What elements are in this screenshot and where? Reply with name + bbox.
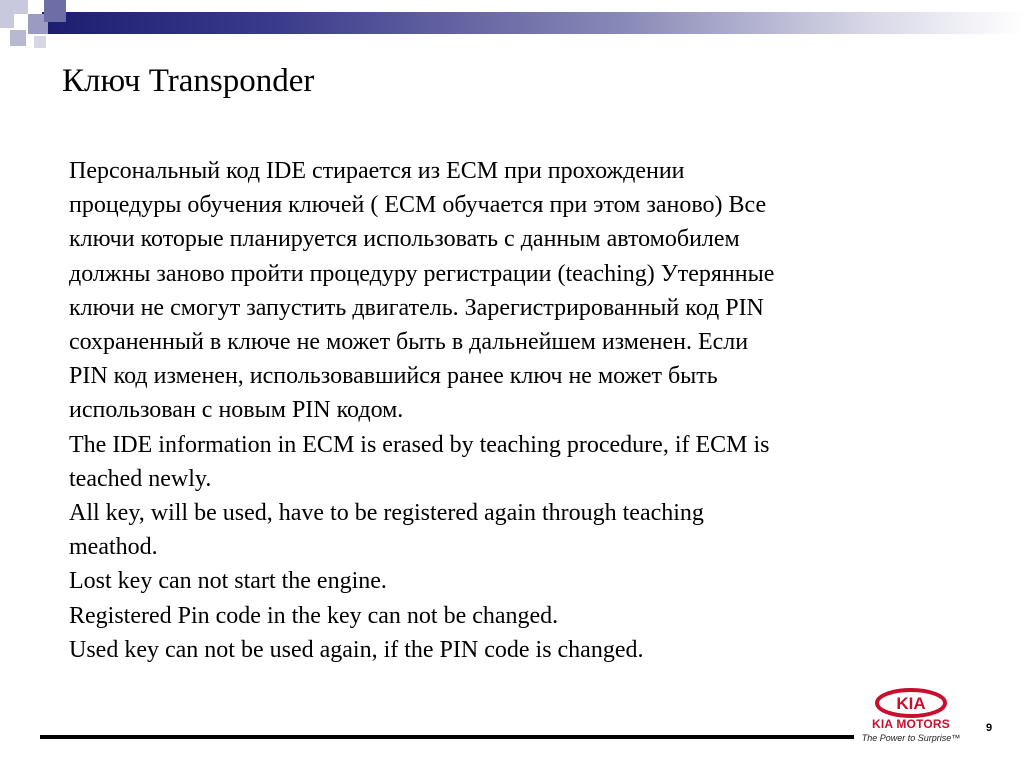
body-line: процедуры обучения ключей ( ECM обучается при этом заново) Все (69, 192, 767, 219)
body-line: сохраненный в ключе не может быть в дальнейшем изменен. Если (69, 329, 749, 356)
slide-title: Ключ Transponder (62, 63, 315, 99)
body-line: должны заново пройти процедуру регистрации (teaching) Утерянные (69, 260, 775, 287)
body-line: PIN код изменен, использовавшийся ранее ключ не может быть (69, 363, 718, 390)
body-line: All key, will be used, have to be registered again through teaching (69, 500, 704, 527)
decor-square (14, 14, 28, 28)
kia-emblem-text: KIA (896, 694, 926, 713)
body-line: ключи не смогут запустить двигатель. Зарегистрированный код PIN (69, 294, 764, 321)
body-line: The IDE information in ECM is erased by teaching procedure, if ECM is (69, 431, 770, 458)
kia-emblem-icon (875, 688, 947, 718)
page-number: 9 (986, 722, 993, 734)
decor-square (28, 0, 42, 14)
header-gradient-bar (32, 12, 1024, 34)
kia-logo (853, 688, 969, 748)
body-line: ключи которые планируется использовать с данным автомобилем (69, 226, 740, 253)
body-line: Lost key can not start the engine. (69, 568, 387, 595)
body-line: Персональный код IDE стирается из ECM при прохождении (69, 158, 685, 184)
logo-brand: KIA MOTORS (871, 717, 950, 731)
body-line: meathod. (69, 534, 158, 561)
slide-body (69, 154, 949, 667)
logo-tagline: The Power to Surprise™ (861, 733, 961, 743)
decor-square (34, 36, 46, 48)
body-line: teached newly. (69, 465, 212, 492)
footer-rule (40, 735, 854, 739)
body-line: Registered Pin code in the key can not be changed. (69, 602, 559, 629)
decor-square (10, 30, 26, 46)
body-line: Used key can not be used again, if the PIN code is changed. (69, 636, 644, 663)
decor-square (44, 0, 66, 22)
body-line: использован с новым PIN кодом. (69, 397, 404, 424)
